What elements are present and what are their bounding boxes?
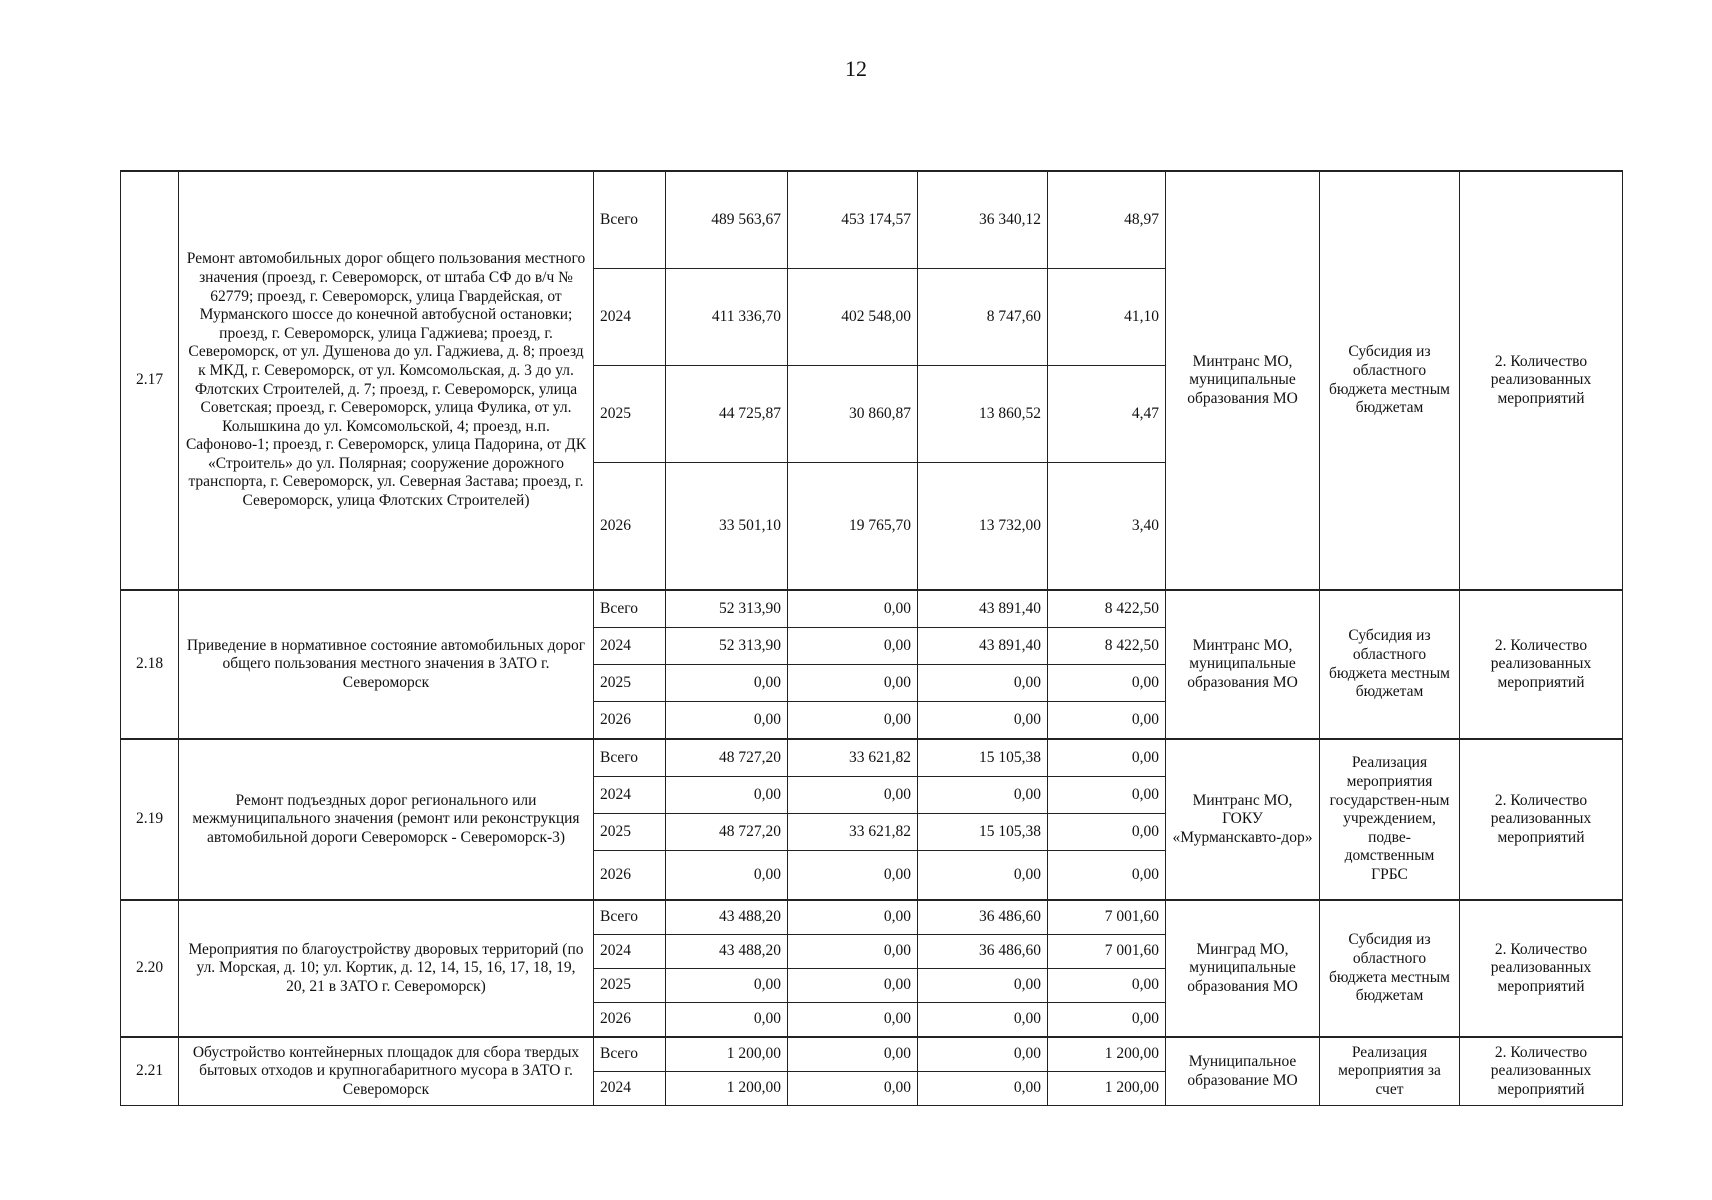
regional-amount: 36 486,60 <box>918 900 1048 935</box>
federal-amount: 0,00 <box>788 777 918 814</box>
regional-amount: 0,00 <box>918 1003 1048 1038</box>
executor: Минтранс МО, муниципальные образования МО <box>1166 590 1320 739</box>
federal-amount: 453 174,57 <box>788 171 918 269</box>
activity-number: 2.18 <box>121 590 179 739</box>
total-amount: 33 501,10 <box>666 463 788 591</box>
year-cell: 2024 <box>594 777 666 814</box>
table-row <box>121 590 1623 628</box>
table-row <box>121 1037 1623 1072</box>
federal-amount: 0,00 <box>788 590 918 628</box>
federal-amount: 402 548,00 <box>788 269 918 366</box>
executor: Муниципальное образование МО <box>1166 1037 1320 1106</box>
local-amount: 48,97 <box>1048 171 1166 269</box>
indicator: 2. Количество реализованных мероприятий <box>1460 900 1623 1037</box>
total-amount: 0,00 <box>666 1003 788 1038</box>
year-cell: 2024 <box>594 628 666 665</box>
executor: Минград МО, муниципальные образования МО <box>1166 900 1320 1037</box>
activity-description: Мероприятия по благоустройству дворовых территорий (по ул. Морская, д. 10; ул. Кортик, д. 12, 14, 15, 16, 17, 18, 19, 20, 21 в ЗАТО г. Североморск) <box>179 900 594 1037</box>
year-cell: Всего <box>594 739 666 777</box>
local-amount: 0,00 <box>1048 777 1166 814</box>
federal-amount: 0,00 <box>788 1072 918 1106</box>
total-amount: 1 200,00 <box>666 1037 788 1072</box>
activity-description: Приведение в нормативное состояние автомобильных дорог общего пользования местного значения в ЗАТО г. Североморск <box>179 590 594 739</box>
regional-amount: 0,00 <box>918 1037 1048 1072</box>
local-amount: 8 422,50 <box>1048 628 1166 665</box>
total-amount: 0,00 <box>666 969 788 1003</box>
total-amount: 0,00 <box>666 851 788 901</box>
funding-mechanism: Субсидия из областного бюджета местным бюджетам <box>1320 171 1460 590</box>
federal-amount: 19 765,70 <box>788 463 918 591</box>
executor: Минтранс МО, ГОКУ «Мурманскавто-дор» <box>1166 739 1320 900</box>
federal-amount: 0,00 <box>788 851 918 901</box>
federal-amount: 33 621,82 <box>788 814 918 851</box>
funding-mechanism: Субсидия из областного бюджета местным бюджетам <box>1320 590 1460 739</box>
total-amount: 44 725,87 <box>666 366 788 463</box>
regional-amount: 8 747,60 <box>918 269 1048 366</box>
federal-amount: 0,00 <box>788 1037 918 1072</box>
federal-amount: 0,00 <box>788 702 918 740</box>
total-amount: 43 488,20 <box>666 935 788 969</box>
total-amount: 43 488,20 <box>666 900 788 935</box>
regional-amount: 15 105,38 <box>918 814 1048 851</box>
total-amount: 1 200,00 <box>666 1072 788 1106</box>
table-row <box>121 739 1623 777</box>
federal-amount: 0,00 <box>788 665 918 702</box>
indicator: 2. Количество реализованных мероприятий <box>1460 739 1623 900</box>
regional-amount: 43 891,40 <box>918 628 1048 665</box>
indicator: 2. Количество реализованных мероприятий <box>1460 1037 1623 1106</box>
total-amount: 0,00 <box>666 665 788 702</box>
year-cell: 2025 <box>594 969 666 1003</box>
year-cell: Всего <box>594 171 666 269</box>
federal-amount: 33 621,82 <box>788 739 918 777</box>
total-amount: 48 727,20 <box>666 739 788 777</box>
program-activities-table <box>120 170 1623 1106</box>
total-amount: 489 563,67 <box>666 171 788 269</box>
regional-amount: 0,00 <box>918 702 1048 740</box>
year-cell: Всего <box>594 1037 666 1072</box>
page-number: 12 <box>845 56 867 81</box>
local-amount: 0,00 <box>1048 739 1166 777</box>
year-cell: 2025 <box>594 814 666 851</box>
local-amount: 8 422,50 <box>1048 590 1166 628</box>
local-amount: 7 001,60 <box>1048 900 1166 935</box>
year-cell: 2026 <box>594 702 666 740</box>
regional-amount: 0,00 <box>918 1072 1048 1106</box>
total-amount: 411 336,70 <box>666 269 788 366</box>
year-cell: 2025 <box>594 665 666 702</box>
federal-amount: 0,00 <box>788 935 918 969</box>
year-cell: 2024 <box>594 1072 666 1106</box>
regional-amount: 13 732,00 <box>918 463 1048 591</box>
local-amount: 0,00 <box>1048 665 1166 702</box>
total-amount: 0,00 <box>666 777 788 814</box>
regional-amount: 0,00 <box>918 777 1048 814</box>
regional-amount: 0,00 <box>918 969 1048 1003</box>
regional-amount: 36 340,12 <box>918 171 1048 269</box>
local-amount: 41,10 <box>1048 269 1166 366</box>
activity-description: Обустройство контейнерных площадок для сбора твердых бытовых отходов и крупногабаритного мусора в ЗАТО г. Североморск <box>179 1037 594 1106</box>
funding-mechanism: Реализация мероприятия государствен-ным учреждением, подве-домственным ГРБС <box>1320 739 1460 900</box>
local-amount: 4,47 <box>1048 366 1166 463</box>
table-row <box>121 171 1623 269</box>
local-amount: 1 200,00 <box>1048 1072 1166 1106</box>
activity-description: Ремонт подъездных дорог регионального или межмуниципального значения (ремонт или реконструкция автомобильной дороги Североморск - Североморск-3) <box>179 739 594 900</box>
year-cell: 2026 <box>594 463 666 591</box>
table-row <box>121 900 1623 935</box>
federal-amount: 30 860,87 <box>788 366 918 463</box>
year-cell: 2026 <box>594 1003 666 1038</box>
indicator: 2. Количество реализованных мероприятий <box>1460 590 1623 739</box>
year-cell: 2024 <box>594 935 666 969</box>
regional-amount: 0,00 <box>918 665 1048 702</box>
total-amount: 52 313,90 <box>666 590 788 628</box>
year-cell: 2025 <box>594 366 666 463</box>
total-amount: 48 727,20 <box>666 814 788 851</box>
funding-mechanism: Реализация мероприятия за счет <box>1320 1037 1460 1106</box>
total-amount: 0,00 <box>666 702 788 740</box>
local-amount: 0,00 <box>1048 1003 1166 1038</box>
total-amount: 52 313,90 <box>666 628 788 665</box>
local-amount: 0,00 <box>1048 702 1166 740</box>
regional-amount: 43 891,40 <box>918 590 1048 628</box>
regional-amount: 0,00 <box>918 851 1048 901</box>
funding-mechanism: Субсидия из областного бюджета местным бюджетам <box>1320 900 1460 1037</box>
year-cell: 2024 <box>594 269 666 366</box>
activity-description: Ремонт автомобильных дорог общего пользования местного значения (проезд, г. Североморск, от штаба СФ до в/ч № 62779; проезд, г. Североморск, улица Гвардейская, от Мурманского шоссе до конечной автобусной остановки; проезд, г. Североморск, улица Гаджиева; проезд, г. Североморск, от ул. Душенова до ул. Гаджиева, д. 8; проезд к МКД, г. Североморск, от ул. Комсомольская, д. 3 до ул. Флотских Строителей, д. 7; проезд, г. Североморск, улица Советская; проезд, г. Североморск, улица Фулика, от ул. Колышкина до ул. Комсомольской, 4; проезд, н.п. Сафоново-1; проезд, г. Североморск, улица Падорина, от ДК «Строитель» до ул. Полярная; сооружение дорожного транспорта, г. Североморск, ул. Северная Застава; проезд, г. Североморск, улица Флотских Строителей) <box>179 171 594 590</box>
regional-amount: 13 860,52 <box>918 366 1048 463</box>
local-amount: 7 001,60 <box>1048 935 1166 969</box>
federal-amount: 0,00 <box>788 1003 918 1038</box>
federal-amount: 0,00 <box>788 900 918 935</box>
activity-number: 2.19 <box>121 739 179 900</box>
federal-amount: 0,00 <box>788 969 918 1003</box>
federal-amount: 0,00 <box>788 628 918 665</box>
executor: Минтранс МО, муниципальные образования МО <box>1166 171 1320 590</box>
local-amount: 1 200,00 <box>1048 1037 1166 1072</box>
activity-number: 2.21 <box>121 1037 179 1106</box>
local-amount: 0,00 <box>1048 814 1166 851</box>
local-amount: 0,00 <box>1048 851 1166 901</box>
regional-amount: 36 486,60 <box>918 935 1048 969</box>
local-amount: 0,00 <box>1048 969 1166 1003</box>
year-cell: Всего <box>594 900 666 935</box>
activity-number: 2.20 <box>121 900 179 1037</box>
regional-amount: 15 105,38 <box>918 739 1048 777</box>
local-amount: 3,40 <box>1048 463 1166 591</box>
activity-number: 2.17 <box>121 171 179 590</box>
year-cell: Всего <box>594 590 666 628</box>
year-cell: 2026 <box>594 851 666 901</box>
indicator: 2. Количество реализованных мероприятий <box>1460 171 1623 590</box>
